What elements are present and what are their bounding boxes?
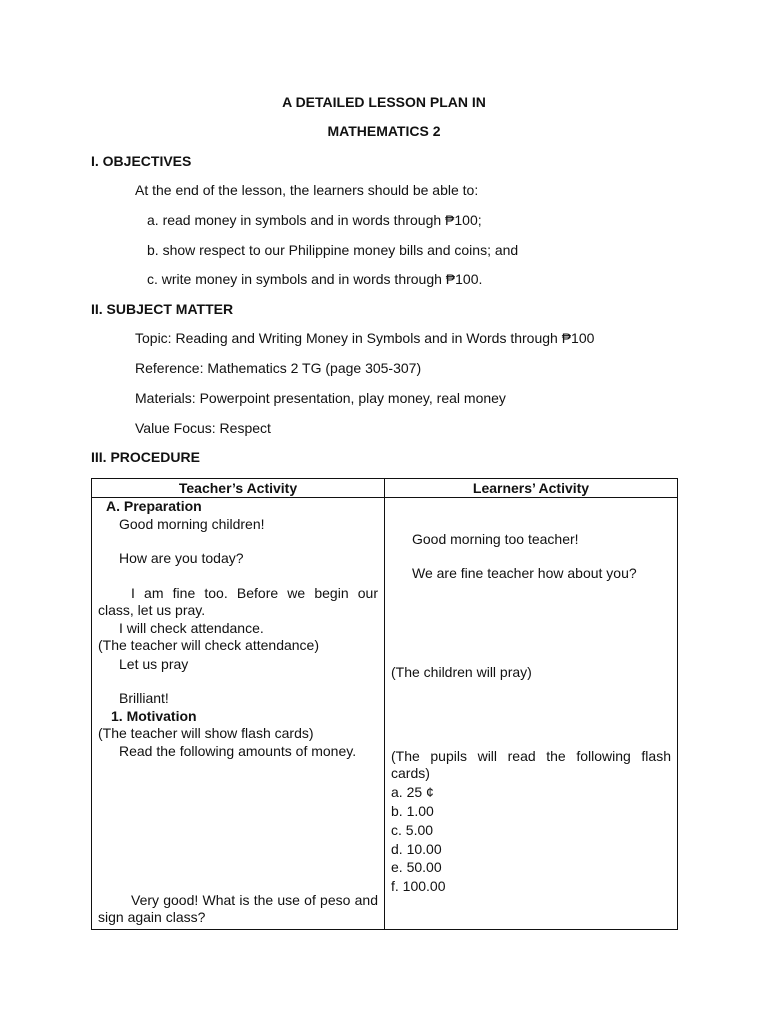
- amount-item: a. 25 ¢: [391, 784, 434, 800]
- subject-topic: Topic: Reading and Writing Money in Symbols and in Words through ₱100: [135, 330, 595, 346]
- document-title-line1: A DETAILED LESSON PLAN IN: [282, 94, 486, 110]
- learners-activity-header: Learners’ Activity: [472, 480, 590, 496]
- teacher-activity-header: Teacher’s Activity: [178, 480, 298, 496]
- teacher-very-good: Very good! What is the use of peso and sign again class?: [98, 892, 378, 925]
- learners-fine-reply: We are fine teacher how about you?: [412, 565, 637, 581]
- amount-item: f. 100.00: [391, 878, 446, 894]
- preparation-heading: A. Preparation: [106, 498, 202, 514]
- teacher-brilliant: Brilliant!: [119, 690, 169, 706]
- motivation-heading: 1. Motivation: [111, 708, 197, 724]
- document-title-line2: MATHEMATICS 2: [327, 123, 441, 139]
- objective-item: a. read money in symbols and in words through ₱100;: [147, 212, 482, 228]
- teacher-check-note: (The teacher will check attendance): [98, 637, 319, 653]
- teacher-fine-too: I am fine too. Before we begin our class, let us pray.: [98, 585, 378, 618]
- teacher-greeting: Good morning children!: [119, 516, 265, 532]
- teacher-check-attendance: I will check attendance.: [119, 620, 264, 636]
- objective-item: c. write money in symbols and in words through ₱100.: [147, 271, 483, 287]
- teacher-let-us-pray: Let us pray: [119, 656, 189, 672]
- amount-item: c. 5.00: [391, 822, 434, 838]
- learners-read-note: (The pupils will read the following flash cards): [391, 748, 671, 781]
- procedure-heading: III. PROCEDURE: [91, 449, 200, 465]
- learners-pray-note: (The children will pray): [391, 664, 532, 680]
- teacher-how-are-you: How are you today?: [119, 550, 244, 566]
- objective-item: b. show respect to our Philippine money bills and coins; and: [147, 242, 519, 258]
- subject-materials: Materials: Powerpoint presentation, play money, real money: [135, 390, 506, 406]
- teacher-flash-note: (The teacher will show flash cards): [98, 725, 314, 741]
- objectives-heading: I. OBJECTIVES: [91, 153, 192, 169]
- objectives-intro: At the end of the lesson, the learners should be able to:: [135, 182, 479, 198]
- learners-greeting-reply: Good morning too teacher!: [412, 531, 579, 547]
- teacher-read-amounts: Read the following amounts of money.: [119, 743, 357, 759]
- column-divider: [384, 479, 385, 929]
- subject-reference: Reference: Mathematics 2 TG (page 305-307): [135, 360, 422, 376]
- subject-value-focus: Value Focus: Respect: [135, 420, 271, 436]
- subject-matter-heading: II. SUBJECT MATTER: [91, 301, 234, 317]
- amount-item: d. 10.00: [391, 841, 442, 857]
- amount-item: e. 50.00: [391, 859, 442, 875]
- amount-item: b. 1.00: [391, 803, 434, 819]
- procedure-table: [91, 478, 678, 930]
